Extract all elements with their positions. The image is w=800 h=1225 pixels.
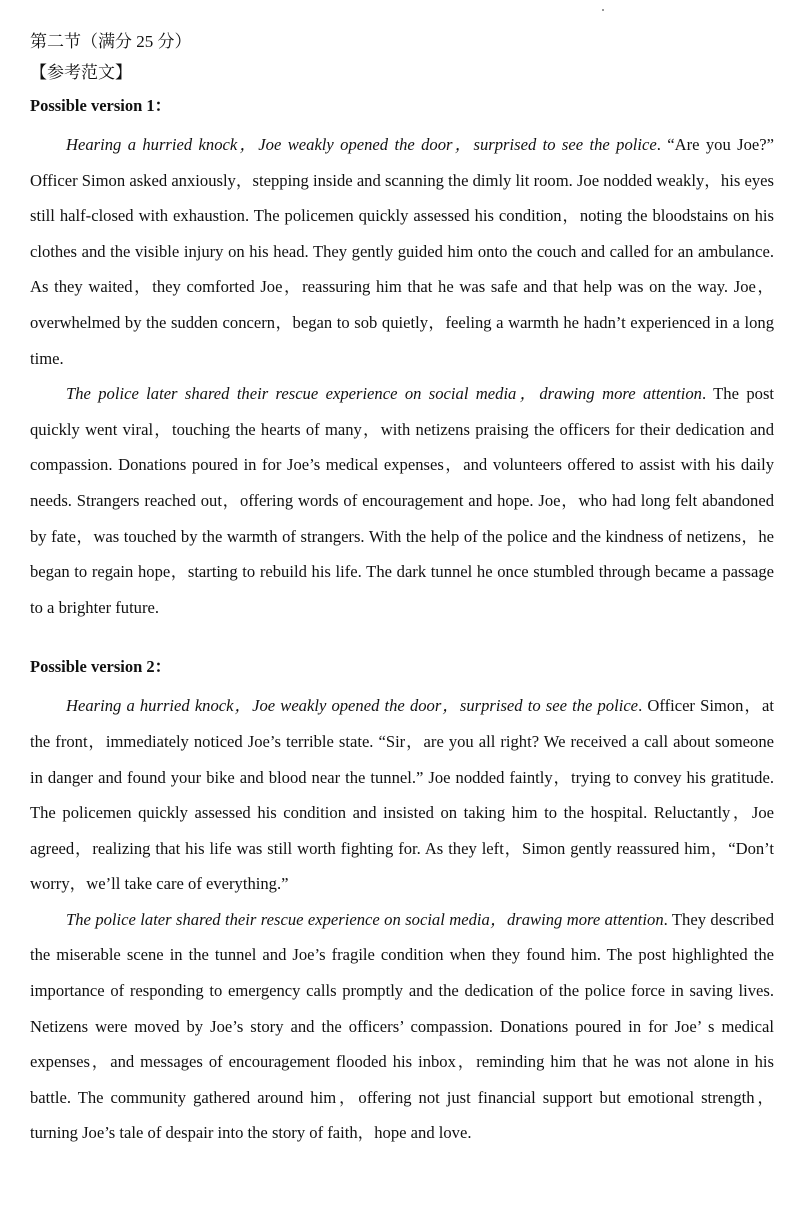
scan-speck [602, 9, 604, 11]
version-1-paragraph-1-body: . “Are you Joe?” Officer Simon asked anxiously，stepping inside and scanning the dimly lit room. Joe nodded weakly，his eyes still half-closed with exhaustion. The policemen quickly assessed his condition，noting the bloodstains on his clothes and the visible injury on his head. They gently guided him onto the couch and called for an ambulance. As they waited，they comforted Joe，reassuring him that he was safe and that help was on the way. Joe，overwhelmed by the sudden concern，began to sob quietly，feeling a warmth he hadn’t experienced in a long time. [30, 135, 775, 368]
version-2-paragraph-1-lead: Hearing a hurried knock，Joe weakly opened the door，surprised to see the police [66, 696, 639, 716]
section-spacer [30, 625, 774, 651]
document-page [30, 28, 774, 1151]
version-1-paragraph-2-lead: The police later shared their rescue experience on social media，drawing more attention [66, 384, 702, 404]
version-1 [30, 92, 774, 625]
version-2-paragraph-1 [30, 688, 774, 902]
version-1-paragraph-2-body: . The post quickly went viral，touching the hearts of many，with netizens praising the officers for their dedication and compassion. Donations poured in for Joe’s medical expenses，and volunteers offered to assist with his daily needs. Strangers reached out，offering words of encouragement and hope. Joe，who had long felt abandoned by fate，was touched by the warmth of strangers. With the help of the police and the kindness of netizens，he began to regain hope，starting to rebuild his life. The dark tunnel he once stumbled through became a passage to a brighter future. [30, 384, 775, 617]
version-1-paragraph-1-lead: Hearing a hurried knock，Joe weakly opened the door，surprised to see the police [66, 135, 657, 154]
sample-essay-label: 【参考范文】 [30, 63, 132, 82]
version-1-paragraph-2 [30, 376, 774, 625]
version-2-paragraph-2-lead: The police later shared their rescue experience on social media，drawing more attention [66, 909, 664, 929]
version-2 [30, 653, 774, 1151]
version-2-paragraph-2-body: . They described the miserable scene in the tunnel and Joe’s fragile condition when they found him. The post highlighted the importance of responding to emergency calls promptly and the dedication of the police force in saving lives. Netizens were moved by Joe’s story and the officers’ compassion. Donations poured in for Joe’ s medical expenses，and messages of encouragement flooded his inbox，reminding him that he was not alone in his battle. The community gathered around him，offering not just financial support but emotional strength，turning Joe’s tale of despair into the story of faith，hope and love. [30, 909, 774, 1143]
version-1-paragraph-1 [30, 127, 774, 376]
version-2-paragraph-2 [30, 902, 774, 1151]
section-title: 第二节（满分 25 分） [30, 32, 192, 51]
version-2-label: Possible version 2： [30, 657, 172, 677]
version-1-label: Possible version 1： [30, 96, 172, 115]
version-2-paragraph-1-body: . Officer Simon，at the front，immediately noticed Joe’s terrible state. “Sir，are you all right? We received a call about someone in danger and found your bike and blood near the tunnel.” Joe nodded faintly，trying to convey his gratitude. The policemen quickly assessed his condition and insisted on taking him to the hospital. Reluctantly，Joe agreed，realizing that his life was still worth fighting for. As they left，Simon gently reassured him，“Don’t worry，we’ll take care of everything.” [30, 696, 774, 894]
